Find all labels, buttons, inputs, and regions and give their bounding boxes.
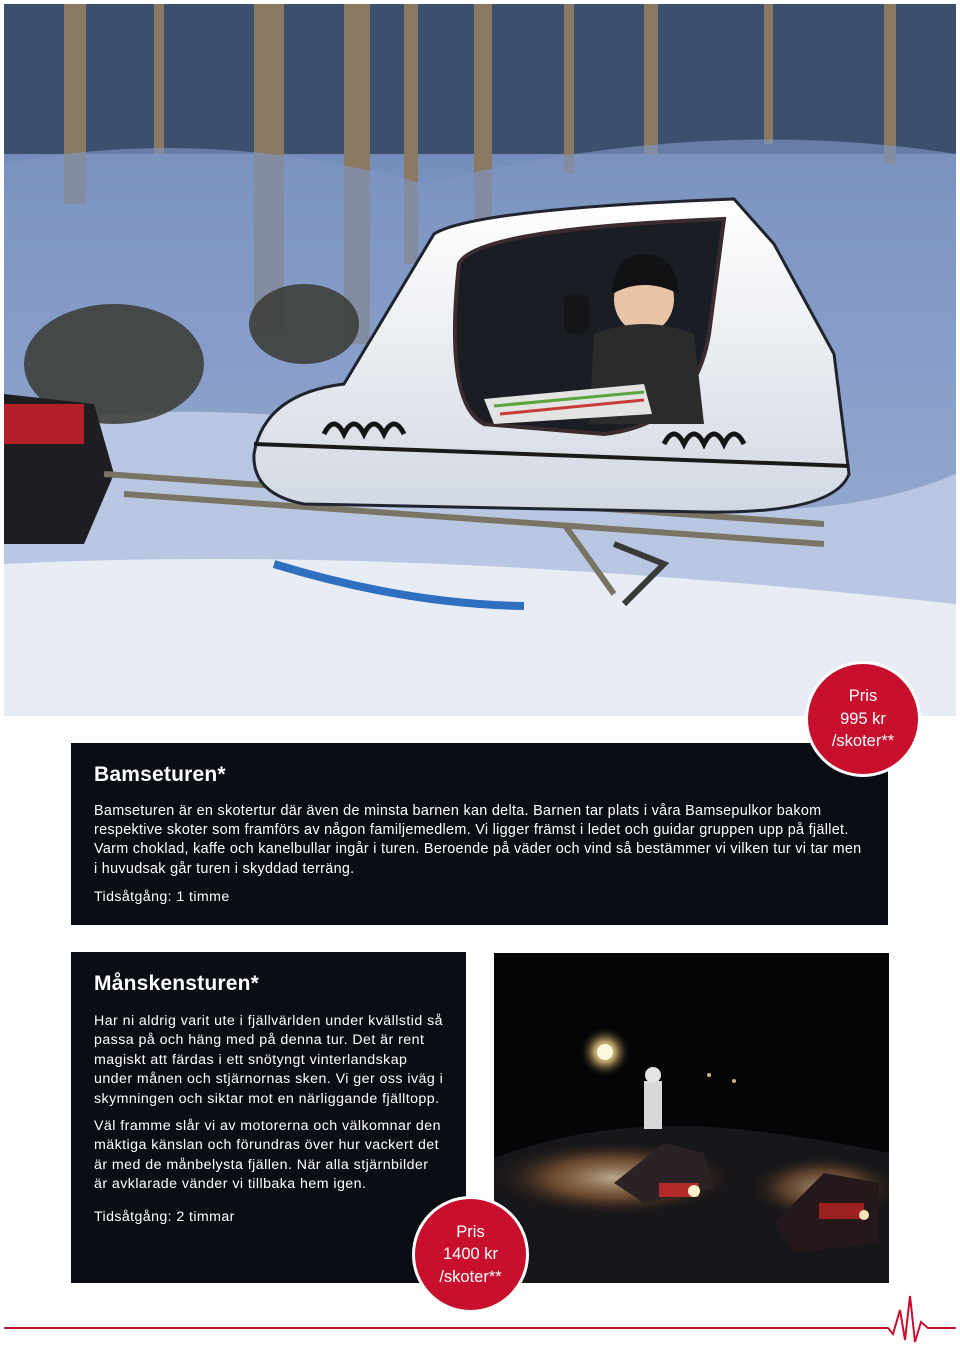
- moon-tour-duration: Tidsåtgång: 2 timmar: [94, 1208, 235, 1225]
- moon-tour-description-1: Har ni aldrig varit ute i fjällvärlden under kvällstid så passa på och häng med på denna tur. Det är rent magiskt att färdas i ett snötyngt vinterlandskap under månen och stjärnornas sken. Vi ger oss iväg i skymningen och siktar mot en närliggande fjälltopp.: [94, 1013, 444, 1107]
- bamse-price-label: Pris: [848, 687, 878, 706]
- moon-tour-description-2: Väl framme slår vi av motorerna och välkomnar den mäktiga känslan och förundras över hur vackert det är med de månbelysta fjällen. När alla stjärnbilder är avklarade vänder vi tillbaka hem igen.: [94, 1118, 441, 1193]
- bamse-tour-panel: [71, 743, 888, 925]
- bamse-tour-description: Bamseturen är en skotertur där även de minsta barnen kan delta. Barnen tar plats i våra Bamsepulkor bakom respektive skoter som framförs av någon familjemedlem. Vi ligger främst i ledet och guidar gruppen upp på fjället. Varm choklad, kaffe och kanelbullar ingår i turen. Beroende på väder och vind så bestämmer vi vilken tur vi tar men i huvudsak går turen i skyddad terräng.: [94, 803, 862, 877]
- moonlight-snowmobile-photo: [494, 953, 889, 1283]
- bamse-tour-duration: Tidsåtgång: 1 timme: [94, 888, 230, 905]
- bamse-price-badge: [805, 661, 921, 777]
- moon-tour-title: Månskensturen*: [94, 972, 260, 995]
- moon-price-amount: 1400 kr: [442, 1245, 499, 1264]
- bamse-tour-title: Bamseturen*: [94, 763, 226, 786]
- bamse-price-unit: /skoter**: [831, 732, 895, 751]
- bamse-sled-photo: [4, 4, 956, 716]
- heartbeat-line-decoration: [0, 1290, 960, 1354]
- moon-tour-panel: [71, 952, 466, 1283]
- moon-price-label: Pris: [456, 1222, 485, 1241]
- bamse-price-amount: 995 kr: [840, 709, 886, 728]
- moon-price-unit: /skoter**: [439, 1267, 502, 1286]
